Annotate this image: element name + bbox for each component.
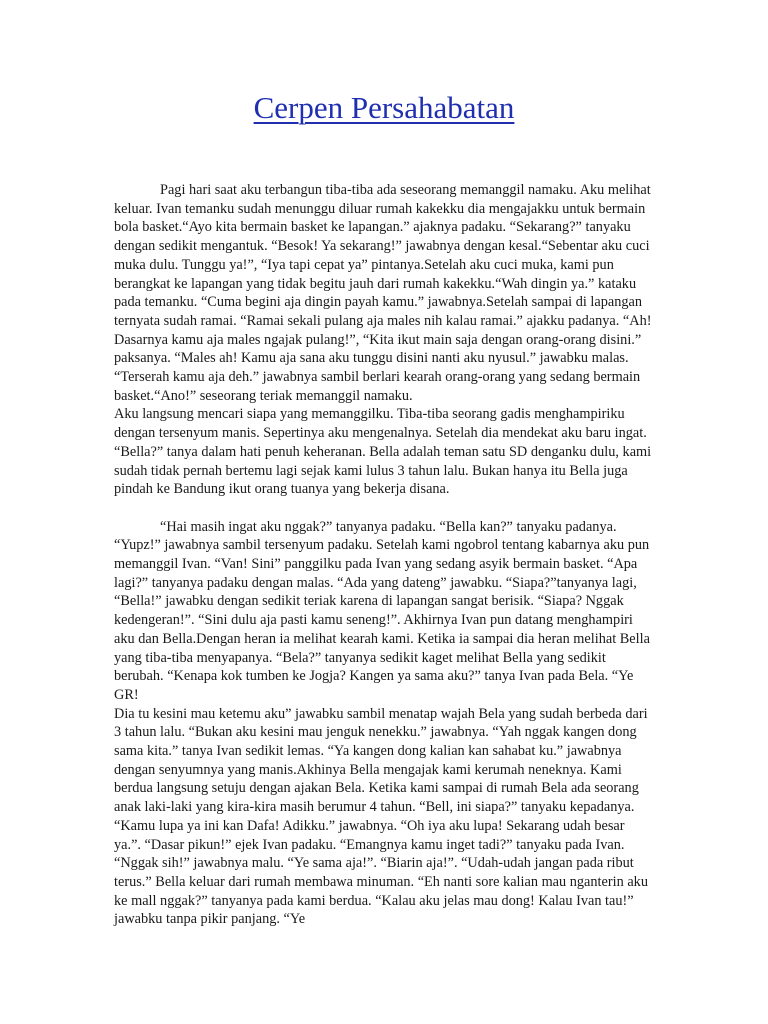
story-body [114, 181, 654, 929]
paragraph-1: Pagi hari saat aku terbangun tiba-tiba ada seseorang memanggil namaku. Aku melihat keluar. Ivan temanku sudah menunggu diluar rumah kakekku dia mengajakku untuk bermain bola basket.“Ayo kita bermain basket ke lapangan.” ajaknya padaku. “Sekarang?” tanyaku dengan sedikit mengantuk. “Besok! Ya sekarang!” jawabnya dengan kesal.“Sebentar aku cuci muka dulu. Tunggu ya!”, “Iya tapi cepat ya” pintanya.Setelah aku cuci muka, kami pun berangkat ke lapangan yang tidak begitu jauh dari rumah kakekku.“Wah dingin ya.” kataku pada temanku. “Cuma begini aja dingin payah kamu.” jawabnya.Setelah sampai di lapangan ternyata sudah ramai. “Ramai sekali pulang aja males nih kalau ramai.” ajakku padanya. “Ah! Dasarnya kamu aja males ngajak pulang!”, “Kita ikut main saja dengan orang-orang disini.” paksanya. “Males ah! Kamu aja sana aku tunggu disini nanti aku nyusul.” jawabku malas. “Terserah kamu aja deh.” jawabnya sambil berlari kearah orang-orang yang sedang bermain basket.“Ano!” seseorang teriak memanggil namaku. [114, 182, 652, 404]
paragraph-2: Aku langsung mencari siapa yang memanggilku. Tiba-tiba seorang gadis menghampiriku dengan tersenyum manis. Sepertinya aku mengenalnya. Setelah dia mendekat aku baru ingat. “Bella?” tanya dalam hati penuh keheranan. Bella adalah teman satu SD denganku dulu, kami sudah tidak pernah bertemu lagi sejak kami lulus 3 tahun lalu. Bukan hanya itu Bella juga pindah ke Bandung ikut orang tuanya yang bekerja disana. [114, 406, 652, 498]
document-title[interactable]: Cerpen Persahabatan [253, 90, 515, 125]
paragraph-3: “Hai masih ingat aku nggak?” tanyanya padaku. “Bella kan?” tanyaku padanya. “Yupz!” jawabnya sambil tersenyum padaku. Setelah kami ngobrol tentang kabarnya aku pun memanggil Ivan. “Van! Sini” panggilku pada Ivan yang sedang asyik bermain basket. “Apa lagi?” tanyanya padaku dengan malas. “Ada yang dateng” jawabku. “Siapa?”tanyanya lagi, “Bella!” jawabku dengan sedikit teriak karena di lapangan sangat berisik. “Siapa? Nggak kedengeran!”. “Sini dulu aja pasti kamu seneng!”. Akhirnya Ivan pun datang menghampiri aku dan Bella.Dengan heran ia melihat kearah kami. Ketika ia sampai dia heran melihat Bella yang tiba-tiba menyapanya. “Bela?” tanyanya sedikit kaget melihat Bella yang sedikit berubah. “Kenapa kok tumben ke Jogja? Kangen ya sama aku?” tanya Ivan pada Bela. “Ye GR! [114, 518, 650, 703]
paragraph-4: Dia tu kesini mau ketemu aku” jawabku sambil menatap wajah Bela yang sudah berbeda dari 3 tahun lalu. “Bukan aku kesini mau jenguk nenekku.” jawabnya. “Yah nggak kangen dong sama kita.” tanya Ivan sedikit lemas. “Ya kangen dong kalian kan sahabat ku.” jawabnya dengan senyumnya yang manis.Akhinya Bella mengajak kami kerumah neneknya. Kami berdua langsung setuju dengan ajakan Bela. Ketika kami sampai di rumah Bela ada seorang anak laki-laki yang kira-kira masih berumur 4 tahun. “Bell, ini siapa?” tanyaku kepadanya. “Kamu lupa ya ini kan Dafa! Adikku.” jawabnya. “Oh iya aku lupa! Sekarang udah besar ya.”. “Dasar pikun!” ejek Ivan padaku. “Emangnya kamu inget tadi?” tanyaku pada Ivan. “Nggak sih!” jawabnya malu. “Ye sama aja!”. “Biarin aja!”. “Udah-udah jangan pada ribut terus.” Bella keluar dari rumah membawa minuman. “Eh nanti sore kalian mau nganterin aku ke mall nggak?” tanyanya pada kami berdua. “Kalau aku jelas mau dong! Kalau Ivan tau!” jawabku tanpa pikir panjang. “Ye [114, 705, 648, 928]
paragraph-gap [114, 499, 654, 518]
